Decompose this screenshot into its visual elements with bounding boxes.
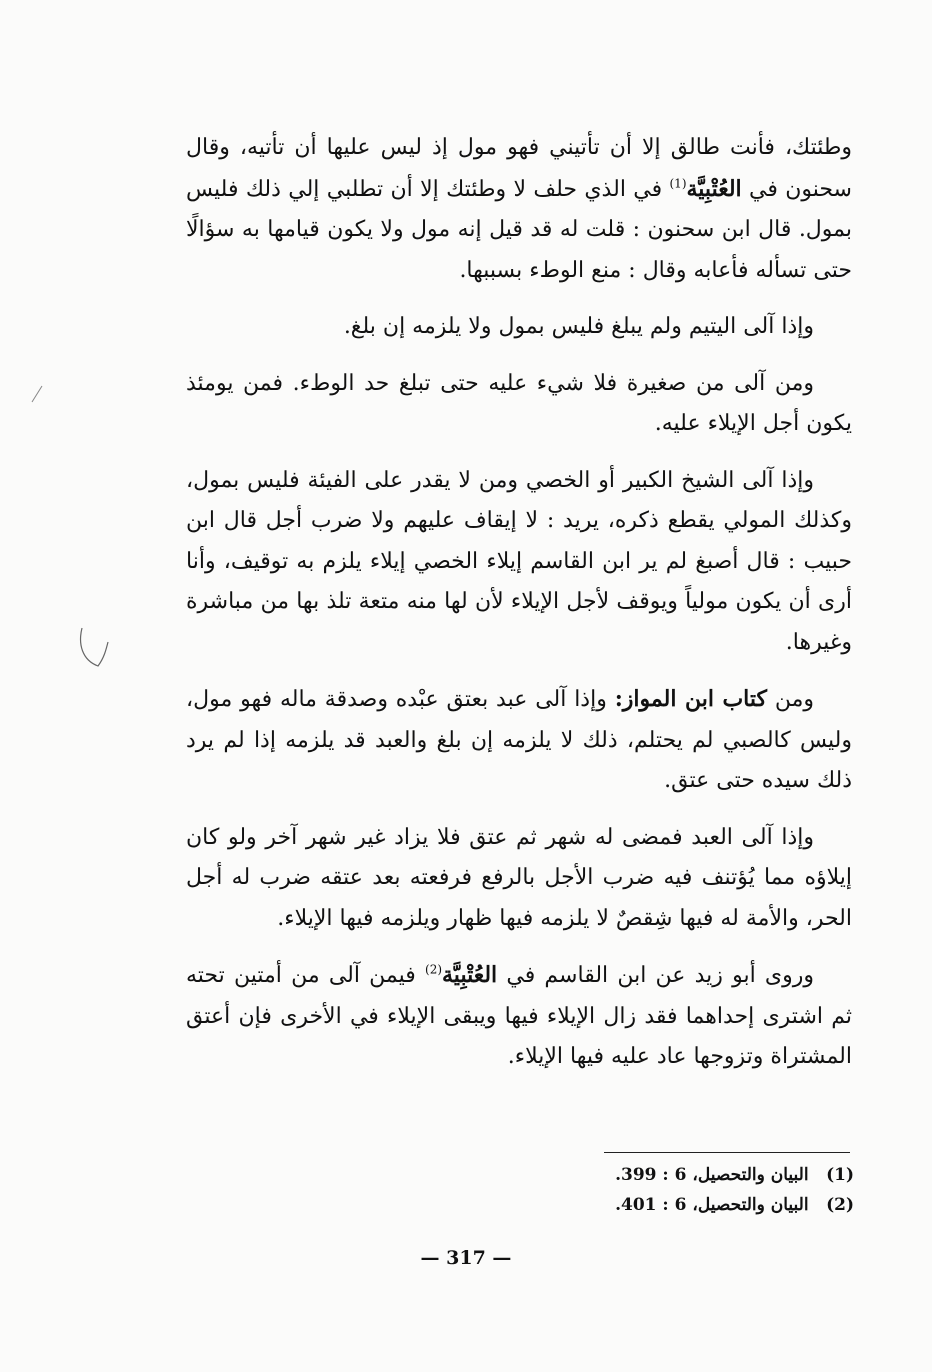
paragraph xyxy=(186,461,852,664)
footnote-divider xyxy=(604,1152,850,1153)
text-run: فيمن آلى من أمتين تحته ثم اشترى إحداهما فقد زال الإيلاء فيها ويبقى الإيلاء في الأخرى فإن أعتق المشتراة وتزوجها عاد عليه فيها الإيلاء. xyxy=(186,963,852,1069)
footnote xyxy=(554,1190,854,1220)
paragraph xyxy=(186,818,852,940)
main-text xyxy=(186,128,852,1094)
footnote-ref: (1) xyxy=(669,176,687,191)
text-run: في الذي حلف لا وطئتك إلا أن تطلبي إلي ذلك فليس بمول. قال ابن سحنون : قلت له قد قيل إنه مول ولا يكون قيامها به سؤالًا حتى تسأله فأعابه وقال : منع الوطء بسببها. xyxy=(186,176,852,283)
paragraph xyxy=(186,955,852,1078)
bold-term: العُتْبِيَّة xyxy=(442,962,498,988)
paragraph xyxy=(186,679,852,802)
text-run: وإذا آلى اليتيم ولم يبلغ فليس بمول ولا يلزمه إن بلغ. xyxy=(343,314,814,339)
footnote-number: (2) xyxy=(826,1195,854,1215)
page-number: — 317 — xyxy=(420,1247,512,1269)
paragraph xyxy=(186,364,852,445)
footnote-ref: (2) xyxy=(425,962,443,977)
text-run: وروى أبو زيد عن ابن القاسم في xyxy=(497,963,814,988)
footnote-text: البيان والتحصيل، 6 : 401. xyxy=(615,1195,809,1215)
footnotes xyxy=(554,1160,854,1220)
margin-pencil-mark xyxy=(68,620,118,672)
footnote-text: البيان والتحصيل، 6 : 399. xyxy=(615,1165,809,1185)
text-run: ومن xyxy=(766,687,814,712)
text-run: ومن آلى من صغيرة فلا شيء عليه حتى تبلغ حد الوطء. فمن يومئذ يكون أجل الإيلاء عليه. xyxy=(186,370,852,436)
text-run: وطئتك، فأنت طالق إلا أن تأتيني فهو مول إذ ليس عليها أن تأتيه، وقال سحنون في xyxy=(186,135,852,202)
text-run: وإذا آلى الشيخ الكبير أو الخصي ومن لا يقدر على الفيئة فليس بمول، وكذلك المولي يقطع ذكره، يريد : لا إيقاف عليهم ولا ضرب أجل قال ابن حبيب : قال أصبغ لم ير ابن القاسم إيلاء الخصي إيلاء يلزم به توقيف، وأنا أرى أن يكون مولياً ويوقف لأجل الإيلاء لأن لها منه متعة تلذ بها من مباشرة وغيرها. xyxy=(186,467,852,655)
paragraph xyxy=(186,307,852,348)
bold-term: كتاب ابن المواز: xyxy=(614,686,767,712)
text-run: وإذا آلى العبد فمضى له شهر ثم عتق فلا يزاد غير شهر آخر ولو كان إيلاؤه مما يُؤتنف فيه ضرب الأجل بالرفع فرفعته بعد عتقه ضرب له أجل الحر، والأمة له فيها شِقصٌ لا يلزمه فيها ظهار ويلزمه فيها الإيلاء. xyxy=(186,824,852,931)
margin-pencil-mark xyxy=(26,384,46,406)
footnote xyxy=(554,1160,854,1190)
paragraph xyxy=(186,128,852,291)
text-run: وإذا آلى عبد بعتق عبْده وصدقة ماله فهو مول، وليس كالصبي لم يحتلم، ذلك لا يلزمه إن بلغ والعبد قد يلزمه إذا لم يرد ذلك سيده حتى عتق. xyxy=(186,687,852,793)
footnote-number: (1) xyxy=(826,1165,854,1185)
bold-term: العُتْبِيَّة xyxy=(686,175,742,202)
